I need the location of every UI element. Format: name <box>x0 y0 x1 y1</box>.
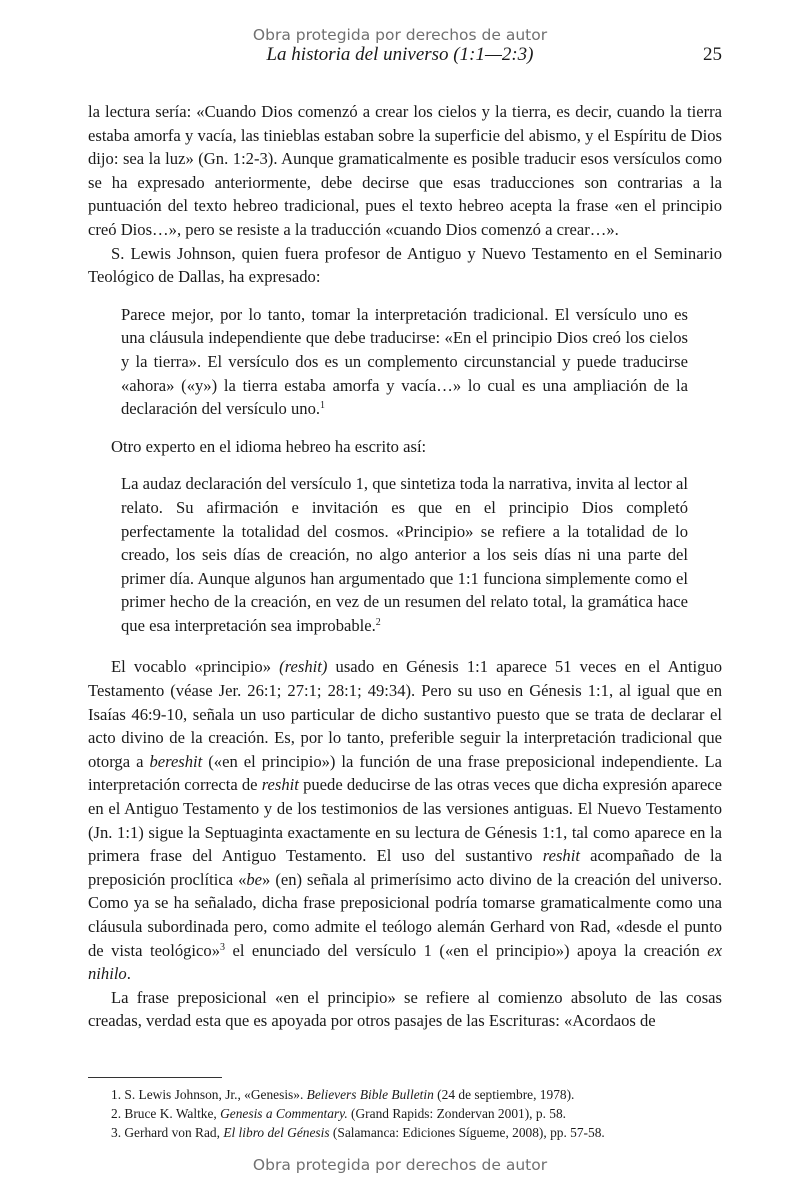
chapter-title: La historia del universo (1:1—2:3) <box>266 44 534 65</box>
p4-text: El vocablo «principio» <box>111 657 280 677</box>
term-reshit: reshit <box>261 775 299 795</box>
block-quote-2 <box>121 472 688 637</box>
footnote-ref-3: 3 <box>220 941 225 953</box>
footnote-number: 1. <box>111 1087 125 1102</box>
copyright-watermark-bottom: Obra protegida por derechos de autor <box>252 1156 548 1174</box>
quote-2-text: La audaz declaración del versículo 1, que sintetiza toda la narrativa, invita al lector al relato. Su afirmación e invitación es que en el principio Dios completó perfectamente la totalidad del cosmos. «Principio» se refiere a la totalidad de lo creado, los seis días de creación, no algo anterior a los seis días ni una parte del primer día. Aunque algunos han argumentado que 1:1 funciona simplemente como el primer hecho de la creación, en vez de un resumen del relato total, la gramática hace que esa interpretación sea improbable. <box>121 474 688 635</box>
p4-text: » (en) señala al primerísimo acto divino de la creación del universo. Como ya se ha señalado, dicha frase preposicional podría tomarse gramaticalmente como una cláusula subordinada pero, como admite el teólogo alemán Gerhard von Rad, «desde el punto de vista teológico» <box>88 869 722 960</box>
footnote-3 <box>111 1123 731 1142</box>
copyright-watermark-top: Obra protegida por derechos de autor <box>252 26 548 44</box>
footnote-title: Genesis a Commentary. <box>220 1106 348 1121</box>
term-be: be <box>246 869 263 889</box>
p4-text: . <box>126 964 131 984</box>
footnotes <box>111 1085 731 1142</box>
paragraph-4 <box>88 655 722 985</box>
footnote-ref-2: 2 <box>375 616 381 628</box>
p4-text: («en el principio») la función de una frase preposicional independiente. La interpretación correcta de <box>88 751 722 795</box>
footnote-number: 2. <box>111 1106 125 1121</box>
footnote-text: S. Lewis Johnson, Jr., «Genesis». <box>124 1087 307 1102</box>
page-number: 25 <box>703 44 722 65</box>
p4-text: usado en Génesis 1:1 aparece 51 veces en el Antiguo Testamento (véase Jer. 26:1; 27:1; 28:1; 49:34). Pero su uso en Génesis 1:1, al igual que en Isaías 46:9-10, señala un uso particular de dicho sustantivo puesto que se trata de declarar el acto divino de la creación. Es, por lo tanto, preferible seguir la interpretación tradicional que otorga a <box>88 657 722 771</box>
block-quote-1 <box>121 303 688 421</box>
body-text <box>88 100 722 1033</box>
footnote-title: Believers Bible Bulletin <box>306 1087 434 1102</box>
p4-text: puede deducirse de las otras veces que dicha expresión aparece en el Antiguo Testamento y de los testimonios de las versiones antiguas. El Nuevo Testamento (Jn. 1:1) sigue la Septuaginta exactamente en su lectura de Génesis 1:1, tal como aparece en la primera frase del Antiguo Testamento. El uso del sustantivo <box>88 775 722 866</box>
quote-1-text: Parece mejor, por lo tanto, tomar la interpretación tradicional. El versículo uno es una cláusula independiente que debe traducirse: «En el principio Dios creó los cielos y la tierra». El versículo dos es un complemento circunstancial y puede traducirse «ahora» («y») la tierra estaba amorfa y vacía…» lo cual es una ampliación de la declaración del versículo uno. <box>121 304 688 419</box>
footnote-separator <box>88 1077 222 1078</box>
paragraph-5: La frase preposicional «en el principio» se refiere al comienzo absoluto de las cosas creadas, verdad esta que es apoyada por otros pasajes de las Escrituras: «Acordaos de <box>88 987 722 1031</box>
footnote-text: Bruce K. Waltke, <box>124 1106 221 1121</box>
footnote-text: Gerhard von Rad, <box>124 1125 224 1140</box>
paragraph-2: S. Lewis Johnson, quien fuera profesor de Antiguo y Nuevo Testamento en el Seminario Teológico de Dallas, ha expresado: <box>88 243 722 287</box>
term-bereshit: bereshit <box>149 751 203 771</box>
p4-text: el enunciado del versículo 1 («en el principio») apoya la creación <box>225 940 708 960</box>
running-head <box>0 44 800 70</box>
footnote-text: (Salamanca: Ediciones Sígueme, 2008), pp. 57-58. <box>329 1125 605 1140</box>
footnote-2 <box>111 1104 731 1123</box>
footnote-number: 3. <box>111 1125 125 1140</box>
footnote-ref-1: 1 <box>320 400 326 412</box>
footnote-1 <box>111 1085 731 1104</box>
footnote-text: (24 de septiembre, 1978). <box>433 1087 575 1102</box>
term-ex-nihilo: ex nihilo <box>88 940 722 984</box>
p4-text: acompañado de la preposición proclítica « <box>88 846 723 889</box>
term-reshit: (reshit) <box>279 657 328 677</box>
footnote-text: (Grand Rapids: Zondervan 2001), p. 58. <box>347 1106 567 1121</box>
footnote-title: El libro del Génesis <box>223 1125 330 1140</box>
paragraph-1: la lectura sería: «Cuando Dios comenzó a crear los cielos y la tierra, es decir, cuando la tierra estaba amorfa y vacía, las tinieblas estaban sobre la superficie del abismo, y el Espíritu de Dios dijo: sea la luz» (Gn. 1:2-3). Aunque gramaticalmente es posible traducir esos versículos como se ha expresado anteriormente, debe decirse que esas traducciones son contrarias a la puntuación del texto hebreo tradicional, pues el texto hebreo acepta la frase «en el principio creó Dios…», pero se resiste a la traducción «cuando Dios comenzó a crear…». <box>88 102 722 239</box>
term-reshit: reshit <box>542 846 580 866</box>
paragraph-3: Otro experto en el idioma hebreo ha escrito así: <box>111 436 427 456</box>
